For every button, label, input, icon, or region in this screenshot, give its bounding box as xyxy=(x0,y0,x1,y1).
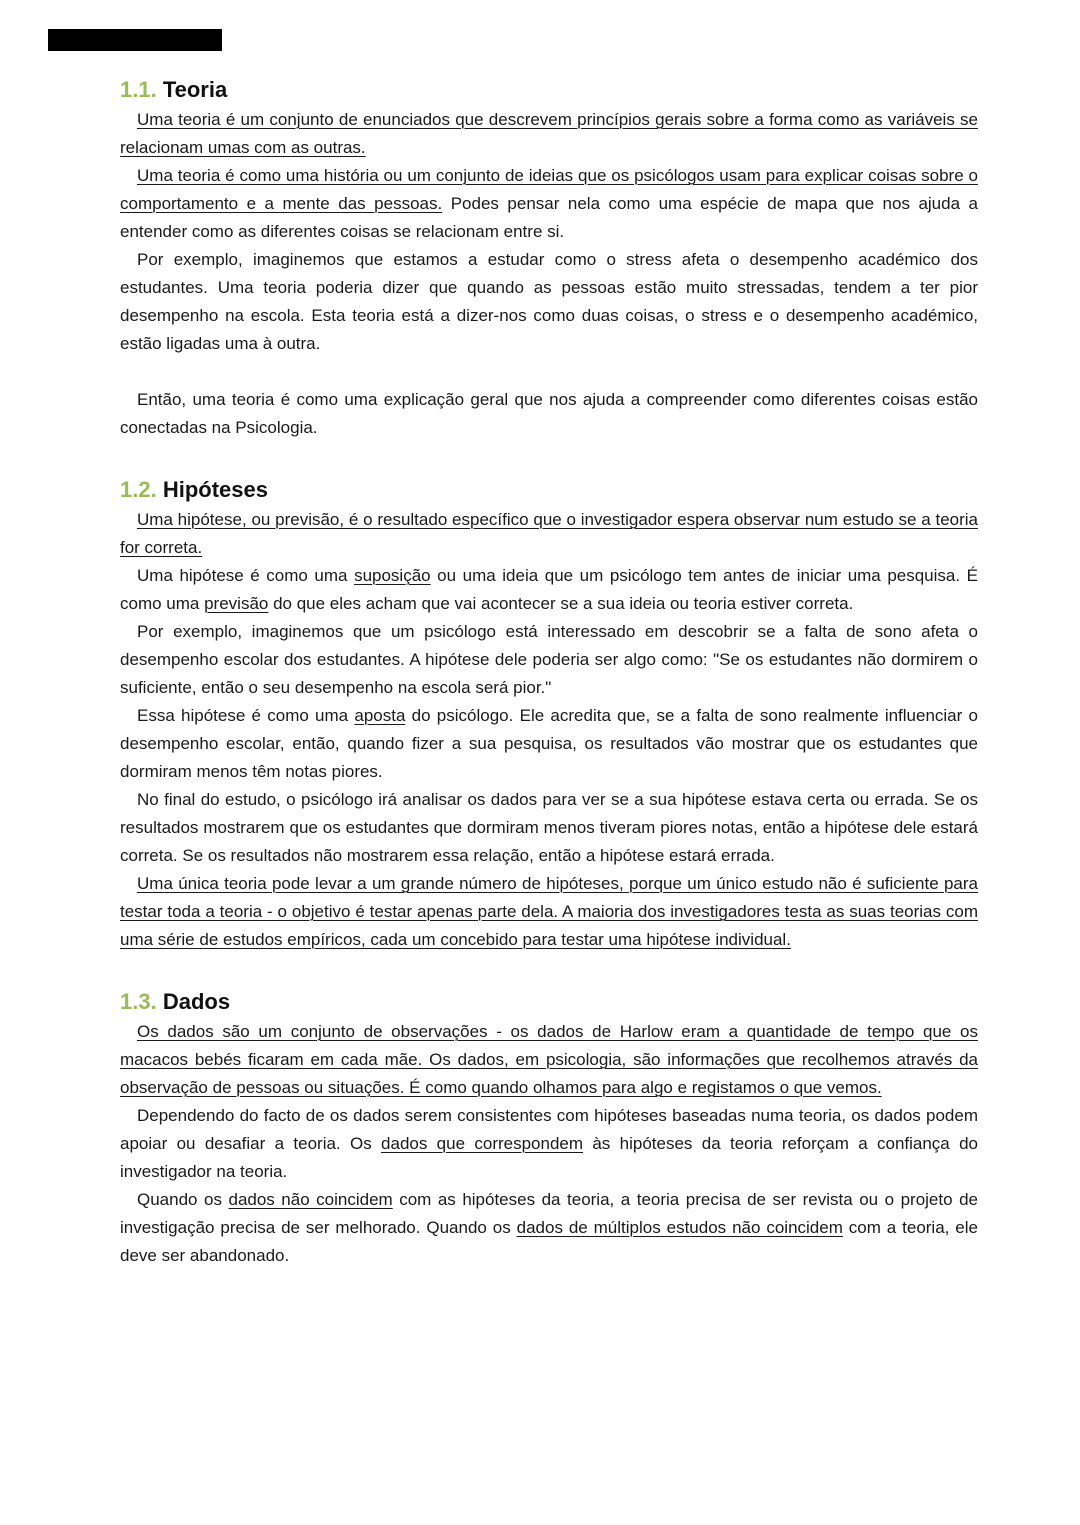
paragraph xyxy=(120,1018,978,1102)
section-heading xyxy=(120,984,978,1018)
redacted-header-block xyxy=(48,29,222,51)
section-title: Dados xyxy=(162,989,231,1014)
underlined-text: dados que correspondem xyxy=(381,1134,584,1153)
text-run: Quando os xyxy=(137,1190,229,1209)
text-run: Então, uma teoria é como uma explicação geral que nos ajuda a compreender como diferentes coisas estão conectadas na Psicologia. xyxy=(120,390,978,437)
text-run: Uma hipótese é como uma xyxy=(137,566,355,585)
underlined-text: Uma única teoria pode levar a um grande número de hipóteses, porque um único estudo não é suficiente para testar toda a teoria - o objetivo é testar apenas parte dela. A maioria dos investigadores testa as suas teorias com uma série de estudos empíricos, cada um concebido para testar uma hipótese individual. xyxy=(120,874,978,949)
paragraph xyxy=(120,618,978,702)
section-number: 1.2. xyxy=(120,477,157,502)
section-gap xyxy=(120,954,978,984)
section-gap xyxy=(120,442,978,472)
section-hipoteses xyxy=(120,472,978,954)
paragraph xyxy=(120,870,978,954)
text-run: ou uma ideia que um psicólogo tem antes de iniciar uma pesquisa. É como uma xyxy=(120,566,978,613)
paragraph xyxy=(120,1186,978,1270)
text-run: do psicólogo. Ele acredita que, se a falta de sono realmente influenciar o desempenho escolar, então, quando fizer a sua pesquisa, os resultados vão mostrar que os estudantes que dormiram menos têm notas piores. xyxy=(120,706,978,781)
text-run: do que eles acham que vai acontecer se a sua ideia ou teoria estiver correta. xyxy=(268,594,854,613)
underlined-text: Os dados são um conjunto de observações - os dados de Harlow eram a quantidade de tempo que os macacos bebés ficaram em cada mãe. Os dados, em psicologia, são informações que recolhemos através da observação de pessoas ou situações. É como quando olhamos para algo e registamos o que vemos. xyxy=(120,1022,978,1097)
paragraph xyxy=(120,562,978,618)
paragraph xyxy=(120,246,978,358)
underlined-text: Uma hipótese, ou previsão, é o resultado específico que o investigador espera observar num estudo se a teoria for correta. xyxy=(120,510,978,557)
paragraph xyxy=(120,106,978,162)
paragraph xyxy=(120,1102,978,1186)
underlined-text: Uma teoria é como uma história ou um conjunto de ideias que os psicólogos usam para explicar coisas sobre o comportamento e a mente das pessoas. xyxy=(120,166,978,213)
section-heading xyxy=(120,72,978,106)
underlined-text: aposta xyxy=(354,706,406,725)
text-run: com a teoria, ele deve ser abandonado. xyxy=(120,1218,978,1265)
paragraph xyxy=(120,506,978,562)
paragraph xyxy=(120,162,978,246)
text-run: Podes pensar nela como uma espécie de mapa que nos ajuda a entender como as diferentes coisas se relacionam entre si. xyxy=(120,194,978,241)
text-run: com as hipóteses da teoria, a teoria precisa de ser revista ou o projeto de investigação precisa de ser melhorado. Quando os xyxy=(120,1190,978,1237)
underlined-text: suposição xyxy=(354,566,431,585)
section-number: 1.3. xyxy=(120,989,157,1014)
paragraph xyxy=(120,702,978,786)
section-title: Teoria xyxy=(162,77,228,102)
section-title: Hipóteses xyxy=(162,477,268,502)
section-teoria xyxy=(120,72,978,442)
paragraph xyxy=(120,386,978,442)
document-body xyxy=(120,72,978,1270)
underlined-text: dados de múltiplos estudos não coincidem xyxy=(516,1218,843,1237)
underlined-text: Uma teoria é um conjunto de enunciados que descrevem princípios gerais sobre a forma como as variáveis se relacionam umas com as outras. xyxy=(120,110,978,157)
paragraph xyxy=(120,786,978,870)
text-run: No final do estudo, o psicólogo irá analisar os dados para ver se a sua hipótese estava certa ou errada. Se os resultados mostrarem que os estudantes que dormiram menos tiveram piores notas, então a hipótese dele estará correta. Se os resultados não mostrarem essa relação, então a hipótese estará errada. xyxy=(120,790,978,865)
underlined-text: previsão xyxy=(204,594,269,613)
blank-line xyxy=(120,358,978,386)
text-run: às hipóteses da teoria reforçam a confiança do investigador na teoria. xyxy=(120,1134,978,1181)
section-dados xyxy=(120,984,978,1270)
text-run: Por exemplo, imaginemos que um psicólogo está interessado em descobrir se a falta de sono afeta o desempenho escolar dos estudantes. A hipótese dele poderia ser algo como: "Se os estudantes não dormirem o suficiente, então o seu desempenho na escola será pior." xyxy=(120,622,978,697)
text-run: Dependendo do facto de os dados serem consistentes com hipóteses baseadas numa teoria, os dados podem apoiar ou desafiar a teoria. Os xyxy=(120,1106,978,1153)
underlined-text: dados não coincidem xyxy=(228,1190,393,1209)
section-number: 1.1. xyxy=(120,77,157,102)
text-run: Essa hipótese é como uma xyxy=(137,706,355,725)
text-run: Por exemplo, imaginemos que estamos a estudar como o stress afeta o desempenho académico dos estudantes. Uma teoria poderia dizer que quando as pessoas estão muito stressadas, tendem a ter pior desempenho na escola. Esta teoria está a dizer-nos como duas coisas, o stress e o desempenho académico, estão ligadas uma à outra. xyxy=(120,250,978,353)
section-heading xyxy=(120,472,978,506)
